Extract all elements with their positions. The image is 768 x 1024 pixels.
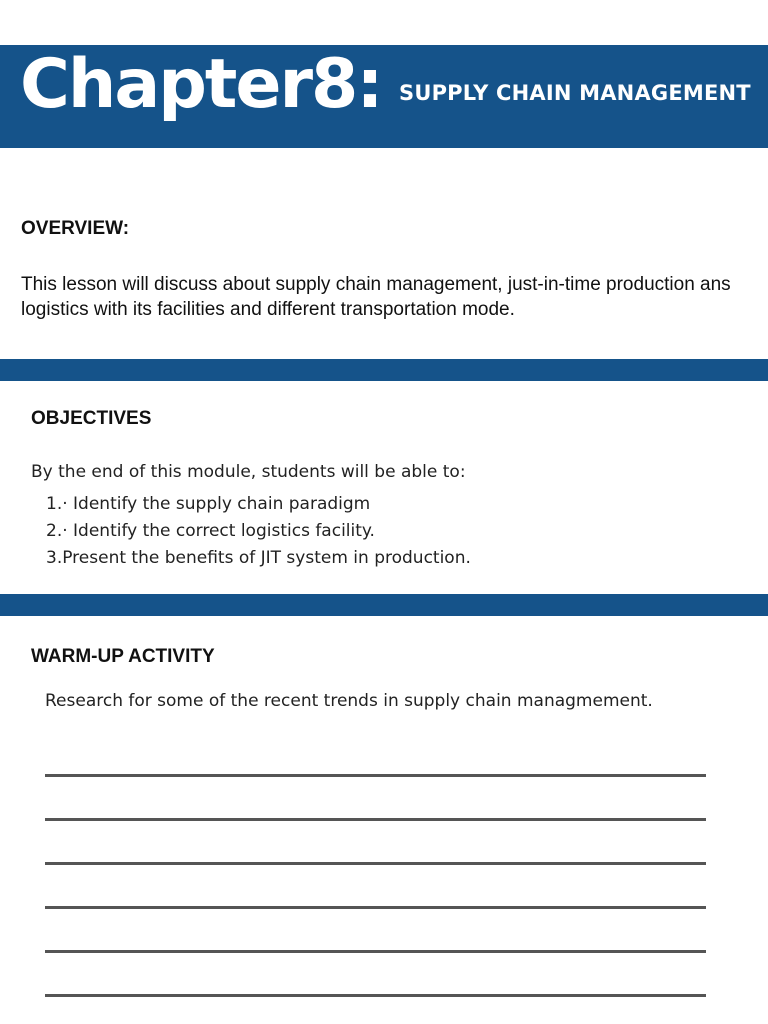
answer-line: [45, 906, 706, 909]
overview-heading: OVERVIEW:: [21, 218, 130, 239]
section-divider-1: [0, 359, 768, 381]
objective-item-2: 2.· Identify the correct logistics facility.: [46, 521, 375, 541]
answer-line: [45, 818, 706, 821]
objective-item-3: 3.Present the benefits of JIT system in production.: [46, 548, 471, 568]
chapter-subtitle: SUPPLY CHAIN MANAGEMENT: [399, 81, 751, 105]
warmup-heading: WARM-UP ACTIVITY: [31, 646, 215, 667]
objectives-heading: OBJECTIVES: [31, 408, 152, 429]
warmup-instructions: Research for some of the recent trends in supply chain managmement.: [45, 691, 653, 711]
objective-item-1: 1.· Identify the supply chain paradigm: [46, 494, 371, 514]
chapter-header-banner: [0, 45, 768, 148]
overview-body: This lesson will discuss about supply chain management, just-in-time production ans logistics with its facilities and different transportation mode.: [21, 274, 731, 320]
answer-line: [45, 862, 706, 865]
section-divider-2: [0, 594, 768, 616]
objectives-intro: By the end of this module, students will be able to:: [31, 462, 466, 482]
objectives-list: [46, 491, 471, 572]
answer-line: [45, 994, 706, 997]
answer-line: [45, 950, 706, 953]
answer-line: [45, 774, 706, 777]
chapter-title: Chapter8:: [20, 45, 382, 124]
